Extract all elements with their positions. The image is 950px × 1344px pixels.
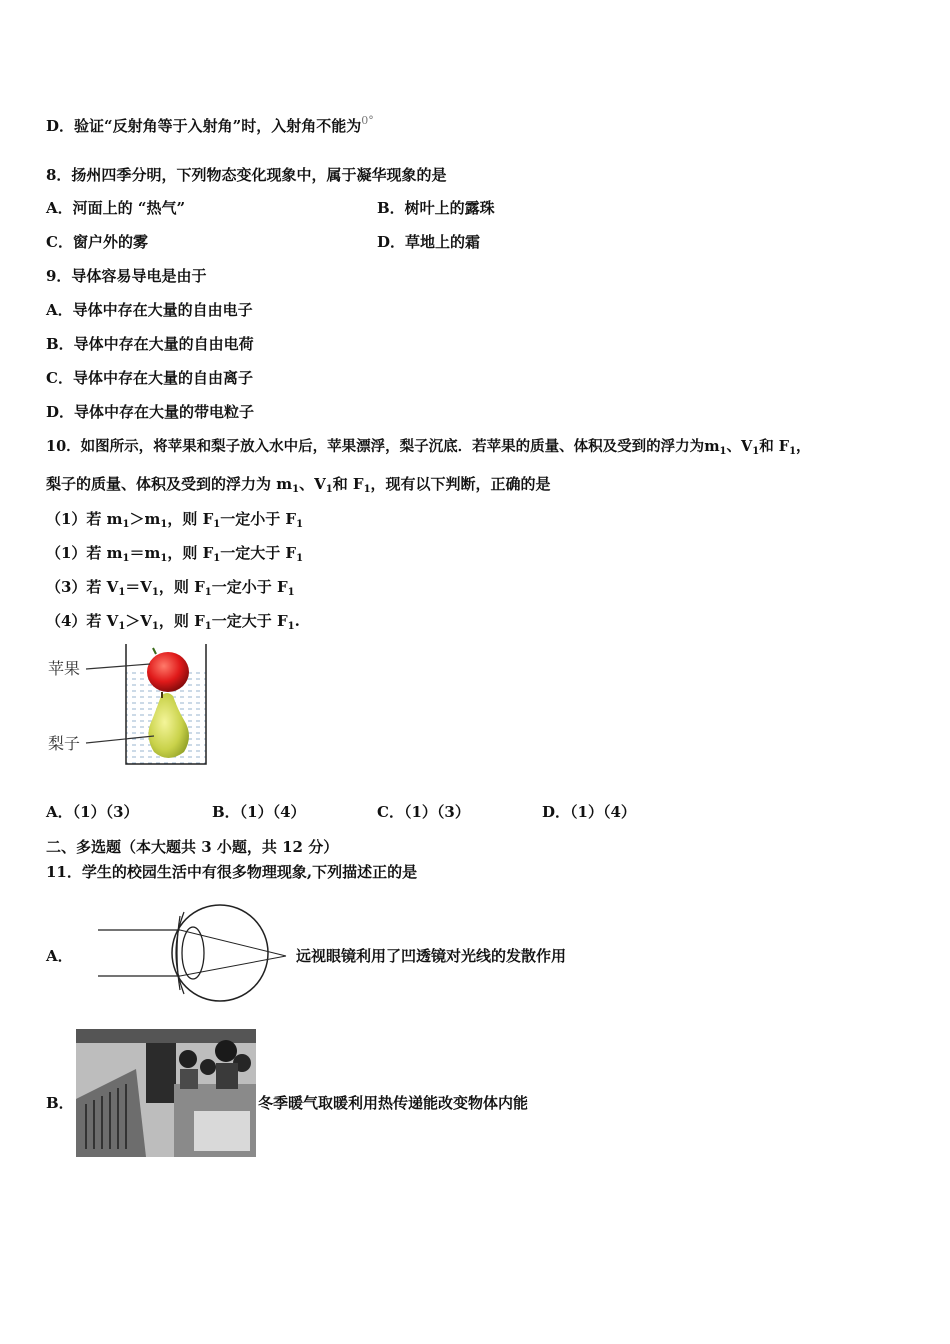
- t: 一定大于 F: [220, 544, 297, 562]
- q9-option-b: B．导体中存在大量的自由电荷: [46, 335, 254, 353]
- q8-option-c: C．窗户外的雾: [46, 233, 148, 251]
- apple: [147, 652, 189, 692]
- q10-text: 、V: [299, 475, 326, 493]
- subscript: 1: [204, 621, 212, 632]
- q10-stem-line2: [46, 474, 551, 497]
- q10-stem-line1: [46, 437, 811, 459]
- t: ，则 F: [167, 510, 214, 528]
- q9-stem: 9．导体容易导电是由于: [46, 267, 207, 285]
- subscript: 1: [160, 519, 168, 530]
- q8-option-d: D．草地上的霜: [377, 233, 481, 251]
- t: （1）若 m: [46, 510, 123, 528]
- q10-judgment-1: [46, 509, 303, 532]
- q8-stem: 8．扬州四季分明，下列物态变化现象中，属于凝华现象的是: [46, 166, 447, 184]
- q10-text: ，现有以下判断，正确的是: [370, 475, 551, 493]
- q9-option-a: A．导体中存在大量的自由电子: [46, 301, 253, 319]
- t: （1）若 m: [46, 544, 123, 562]
- q10-option-b: B．（1）（4）: [212, 803, 306, 821]
- section-2-heading: 二、多选题（本大题共 3 小题，共 12 分）: [46, 838, 339, 856]
- q9-option-c: C．导体中存在大量的自由离子: [46, 369, 253, 387]
- apple-pear-figure: [44, 640, 214, 770]
- subscript: 1: [789, 446, 797, 457]
- t: ＝m: [129, 544, 161, 562]
- t: （3）若 V: [46, 578, 119, 596]
- subscript: 1: [122, 553, 130, 564]
- subscript: 1: [296, 553, 304, 564]
- t: ，则 F: [167, 544, 214, 562]
- subscript: 1: [151, 621, 159, 632]
- q11-option-b-text: 冬季暖气取暖利用热传递能改变物体内能: [258, 1094, 529, 1112]
- t: 一定小于 F: [220, 510, 297, 528]
- q10-option-a: A．（1）（3）: [46, 803, 139, 821]
- t: ，则 F: [158, 612, 205, 630]
- classroom-photo: [76, 1029, 256, 1157]
- subscript: 1: [325, 484, 333, 495]
- q10-option-c: C．（1）（3）: [377, 803, 470, 821]
- q7-option-d-text: D．验证“反射角等于入射角”时，入射角不能为: [46, 117, 362, 135]
- subscript: 1: [363, 484, 371, 495]
- q10-m: m: [704, 438, 720, 455]
- subscript: 1: [287, 587, 295, 598]
- subscript: 1: [213, 553, 221, 564]
- q11-option-a-label: A．: [46, 947, 73, 965]
- q10-judgment-4: [46, 611, 300, 634]
- subscript: 1: [151, 587, 159, 598]
- q11-stem: 11．学生的校园生活中有很多物理现象,下列描述正的是: [46, 863, 418, 881]
- eyeball: [172, 905, 268, 1001]
- subscript: 1: [296, 519, 304, 530]
- apple-stem: [153, 648, 156, 654]
- t: ＝V: [125, 578, 152, 596]
- pear-label: 梨子: [48, 736, 81, 753]
- subscript: 1: [160, 553, 168, 564]
- degree-mark: 0°: [361, 114, 374, 127]
- q7-option-d: [46, 116, 374, 138]
- q10-text: 梨子的质量、体积及受到的浮力为 m: [46, 475, 293, 493]
- eye-diagram: [96, 896, 296, 1008]
- apple-pointer: [86, 664, 150, 669]
- subscript: 1: [122, 519, 130, 530]
- q8-option-b: B．树叶上的露珠: [377, 199, 495, 217]
- q10-stem-text: 10．如图所示，将苹果和梨子放入水中后，苹果漂浮，梨子沉底．若苹果的质量、体积及受到的浮力为: [46, 438, 705, 455]
- subscript: 1: [213, 519, 221, 530]
- subscript: 1: [118, 621, 126, 632]
- t: （4）若 V: [46, 612, 119, 630]
- q10-comma: ，: [796, 438, 811, 455]
- subscript: 1: [752, 446, 760, 457]
- q10-text: 和 F: [332, 475, 364, 493]
- t: 一定大于 F: [211, 612, 288, 630]
- q10-option-d: D．（1）（4）: [542, 803, 636, 821]
- apple-label: 苹果: [48, 661, 81, 678]
- subscript: 1: [204, 587, 212, 598]
- q10-f: 和 F: [759, 438, 790, 455]
- q10-judgment-3: [46, 577, 295, 600]
- subscript: 1: [292, 484, 300, 495]
- q9-option-d: D．导体中存在大量的带电粒子: [46, 403, 255, 421]
- t: ，则 F: [158, 578, 205, 596]
- t: ＞m: [129, 510, 161, 528]
- q11-option-a-text: 远视眼镜利用了凹透镜对光线的发散作用: [296, 947, 567, 965]
- q10-v: 、V: [726, 438, 753, 455]
- subscript: 1: [719, 446, 727, 457]
- subscript: 1: [287, 621, 295, 632]
- t: ＞V: [125, 612, 152, 630]
- q10-judgment-2: [46, 543, 303, 566]
- t: .: [294, 612, 300, 630]
- t: 一定小于 F: [211, 578, 288, 596]
- q11-option-b-label: B．: [46, 1094, 74, 1112]
- subscript: 1: [118, 587, 126, 598]
- q8-option-a: A．河面上的 “热气”: [46, 199, 186, 217]
